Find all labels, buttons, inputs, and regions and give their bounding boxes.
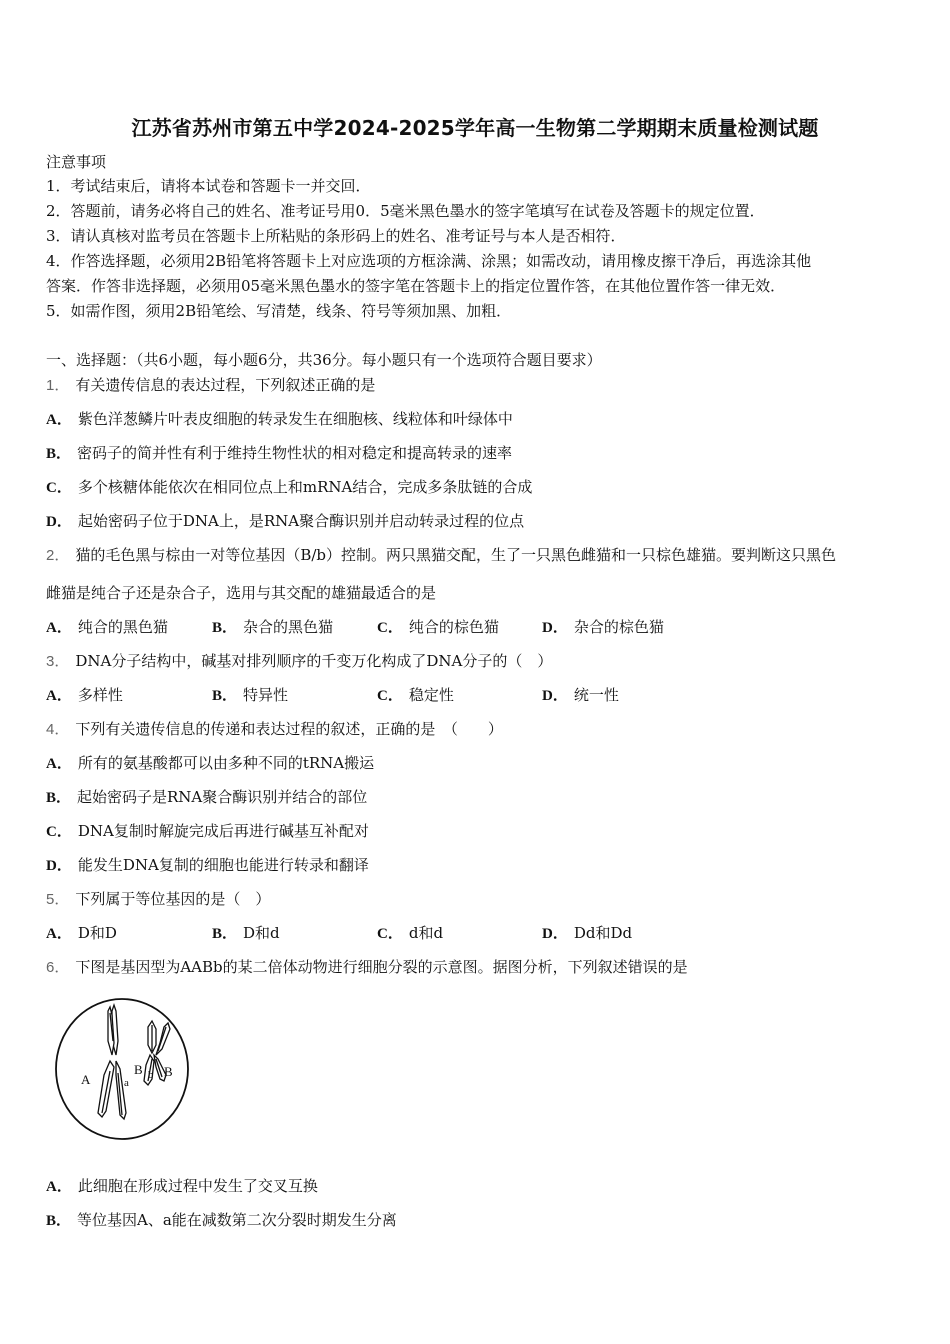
question-number: 1． xyxy=(46,377,70,394)
option-2d[interactable]: D． 杂合的棕色猫 xyxy=(542,618,664,636)
option-3c[interactable]: C． 稳定性 xyxy=(377,686,454,704)
question-stem: 下图是基因型为AABb的某二倍体动物进行细胞分裂的示意图。据图分析，下列叙述错误的是 xyxy=(75,958,688,976)
option-1a[interactable]: A． 紫色洋葱鳞片叶表皮细胞的转录发生在细胞核、线粒体和叶绿体中 xyxy=(46,410,513,428)
notice-item: 5．如需作图，须用2B铅笔绘、写清楚，线条、符号等须加黑、加粗． xyxy=(46,302,512,320)
question-1 xyxy=(46,375,375,396)
question-2 xyxy=(46,545,836,566)
question-number: 6． xyxy=(46,959,70,976)
question-number: 3． xyxy=(46,653,70,670)
question-number: 4． xyxy=(46,721,70,738)
notice-item: 2．答题前，请务必将自己的姓名、准考证号用0．5毫米黑色墨水的签字笔填写在试卷及答题卡的规定位置． xyxy=(46,202,765,220)
question-6 xyxy=(46,957,688,978)
figure-label: a xyxy=(124,1077,129,1089)
option-4d[interactable]: D． 能发生DNA复制的细胞也能进行转录和翻译 xyxy=(46,856,369,874)
option-3d[interactable]: D． 统一性 xyxy=(542,686,619,704)
question-number: 5． xyxy=(46,891,70,908)
notice-item: 4．作答选择题，必须用2B铅笔将答题卡上对应选项的方框涂满、涂黑；如需改动，请用橡皮擦干净后，再选涂其他 xyxy=(46,252,812,270)
question-stem: 猫的毛色黑与棕由一对等位基因（B/b）控制。两只黑猫交配，生了一只黑色雌猫和一只棕色雄猫。要判断这只黑色 xyxy=(75,546,837,564)
question-stem: 下列属于等位基因的是（ ） xyxy=(75,890,271,908)
figure-label: b xyxy=(148,1069,154,1081)
cell-diagram-svg xyxy=(52,995,196,1143)
notice-item: 3．请认真核对监考员在答题卡上所粘贴的条形码上的姓名、准考证号与本人是否相符． xyxy=(46,227,626,245)
option-5b[interactable]: B． D和d xyxy=(212,924,280,942)
option-3a[interactable]: A． 多样性 xyxy=(46,686,123,704)
option-1d[interactable]: D． 起始密码子位于DNA上，是RNA聚合酶识别并启动转录过程的位点 xyxy=(46,512,525,530)
option-1c[interactable]: C． 多个核糖体能依次在相同位点上和mRNA结合，完成多条肽链的合成 xyxy=(46,478,533,496)
option-5d[interactable]: D． Dd和Dd xyxy=(542,924,633,942)
question-3 xyxy=(46,651,552,672)
option-6b[interactable]: B． 等位基因A、a能在减数第二次分裂时期发生分离 xyxy=(46,1211,397,1229)
figure-label: A xyxy=(81,1072,91,1087)
cell-division-diagram xyxy=(52,995,196,1143)
option-4c[interactable]: C． DNA复制时解旋完成后再进行碱基互补配对 xyxy=(46,822,369,840)
option-1b[interactable]: B． 密码子的简并性有利于维持生物性状的相对稳定和提高转录的速率 xyxy=(46,444,513,462)
option-2b[interactable]: B． 杂合的黑色猫 xyxy=(212,618,334,636)
option-4b[interactable]: B． 起始密码子是RNA聚合酶识别并结合的部位 xyxy=(46,788,368,806)
question-2-continued: 雌猫是纯合子还是杂合子，选用与其交配的雄猫最适合的是 xyxy=(46,584,437,602)
option-6a[interactable]: A． 此细胞在形成过程中发生了交叉互换 xyxy=(46,1177,318,1195)
chromosome-left xyxy=(98,1005,126,1119)
question-stem: 有关遗传信息的表达过程，下列叙述正确的是 xyxy=(75,376,376,394)
option-5a[interactable]: A． D和D xyxy=(46,924,117,942)
notice-heading: 注意事项 xyxy=(46,153,107,171)
figure-label: B xyxy=(134,1062,143,1077)
question-4 xyxy=(46,719,503,740)
question-stem: 下列有关遗传信息的传递和表达过程的叙述，正确的是 （ ） xyxy=(75,720,503,738)
option-5c[interactable]: C． d和d xyxy=(377,924,444,942)
notice-item: 答案．作答非选择题，必须用05毫米黑色墨水的签字笔在答题卡上的指定位置作答，在其他位置作答一律无效． xyxy=(46,277,786,295)
question-number: 2． xyxy=(46,547,70,564)
section-heading: 一、选择题：（共6小题，每小题6分，共36分。每小题只有一个选项符合题目要求） xyxy=(46,351,602,369)
option-2c[interactable]: C． 纯合的棕色猫 xyxy=(377,618,499,636)
option-3b[interactable]: B． 特异性 xyxy=(212,686,289,704)
figure-label: B xyxy=(164,1064,173,1079)
question-stem: DNA分子结构中，碱基对排列顺序的千变万化构成了DNA分子的（ ） xyxy=(75,652,553,670)
question-5 xyxy=(46,889,270,910)
notice-item: 1．考试结束后，请将本试卷和答题卡一并交回． xyxy=(46,177,371,195)
page-title: 江苏省苏州市第五中学2024-2025学年高一生物第二学期期末质量检测试题 xyxy=(131,116,819,140)
option-2a[interactable]: A． 纯合的黑色猫 xyxy=(46,618,168,636)
option-4a[interactable]: A． 所有的氨基酸都可以由多种不同的tRNA搬运 xyxy=(46,754,375,772)
